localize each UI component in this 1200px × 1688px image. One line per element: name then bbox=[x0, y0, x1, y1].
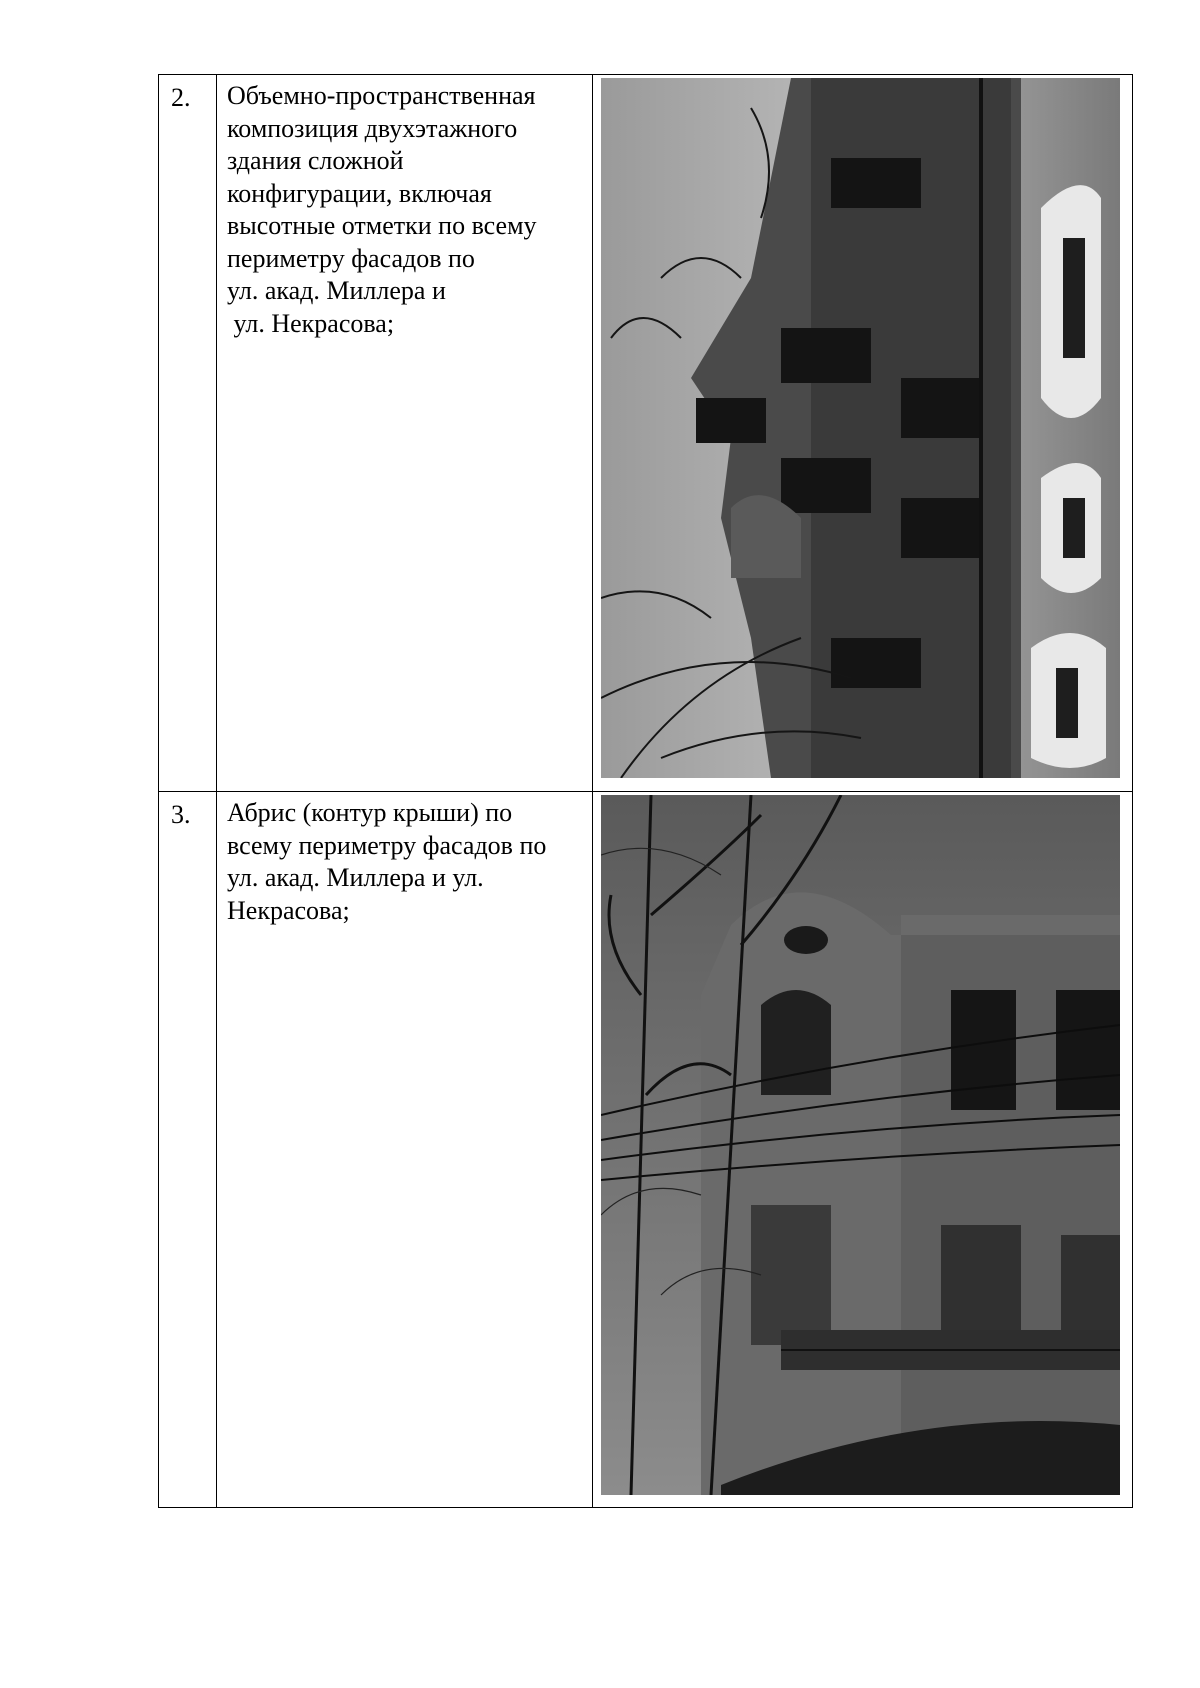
description-line: композиция двухэтажного bbox=[227, 113, 518, 143]
description-line: периметру фасадов по bbox=[227, 243, 475, 273]
description-line: Объемно-пространственная bbox=[227, 81, 536, 110]
description-line: Некрасова; bbox=[227, 895, 350, 925]
building-facade-view bbox=[601, 795, 1120, 1495]
row-number: 3. bbox=[159, 792, 217, 1508]
description-line: конфигурации, включая bbox=[227, 178, 492, 208]
building-photo bbox=[601, 795, 1120, 1495]
description-line: высотные отметки по всему bbox=[227, 211, 537, 240]
description-line: всему периметру фасадов по bbox=[227, 830, 547, 860]
row-description bbox=[217, 792, 593, 1508]
table-row bbox=[159, 75, 1133, 792]
description-line: ул. акад. Миллера и ул. bbox=[227, 863, 484, 892]
row-description bbox=[217, 75, 593, 792]
description-line: ул. Некрасова; bbox=[227, 308, 395, 338]
description-line: ул. акад. Миллера и bbox=[227, 276, 446, 305]
description-line: здания сложной bbox=[227, 146, 404, 175]
row-photo bbox=[593, 792, 1133, 1508]
heritage-elements-table bbox=[158, 74, 1133, 1508]
row-photo bbox=[593, 75, 1133, 792]
row-number: 2. bbox=[159, 75, 217, 792]
description-line: Абрис (контур крыши) по bbox=[227, 798, 513, 827]
building-photo bbox=[601, 78, 1120, 778]
table-row bbox=[159, 792, 1133, 1508]
building-photo-rotated-view bbox=[601, 78, 1120, 778]
